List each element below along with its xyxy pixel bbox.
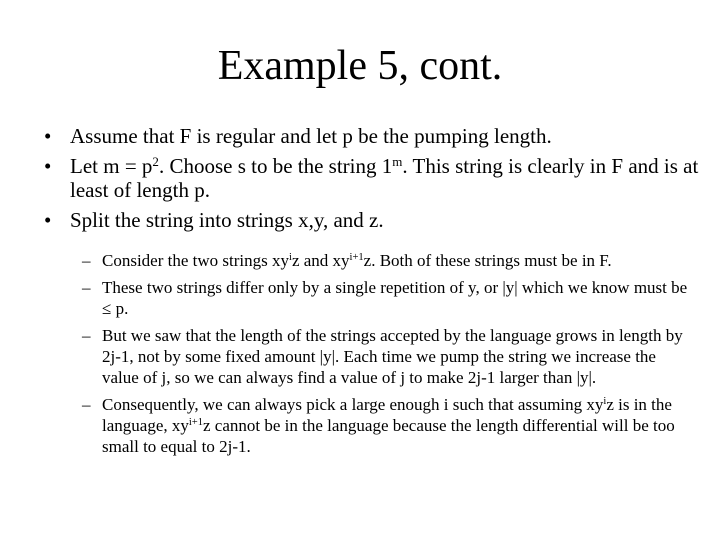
text-part: Consequently, we can always pick a large enough i such that assuming xy	[102, 395, 604, 414]
text-part: . This string is clearly in F and is at least of length p.	[70, 154, 699, 202]
text-part: Consider the two strings xy	[102, 251, 289, 270]
dash-symbol: –	[82, 278, 91, 297]
dash-symbol: –	[82, 326, 91, 345]
sub-bullet-text: These two strings differ only by a single repetition of y, or |y| which we know must be ≤ p.	[102, 278, 688, 318]
bullet-item	[44, 154, 704, 202]
text-part: z and xy	[291, 251, 350, 270]
bullet-symbol: •	[44, 154, 52, 178]
superscript: m	[392, 153, 403, 169]
bullet-item	[44, 124, 704, 148]
superscript: i	[603, 396, 607, 408]
bullet-list	[44, 124, 704, 238]
bullet-text	[70, 154, 698, 202]
slide-title: Example 5, cont.	[217, 43, 503, 89]
sub-bullet-list	[82, 250, 694, 463]
text-part: z is in the language, xy	[102, 395, 672, 435]
superscript: i+1	[349, 252, 364, 264]
text-part: Let m = p	[70, 154, 153, 178]
dash-symbol: –	[82, 395, 91, 414]
superscript: 2	[152, 153, 159, 169]
sub-bullet-text	[102, 251, 612, 270]
sub-bullet-text	[102, 395, 675, 456]
sub-bullet-item	[82, 277, 694, 319]
superscript: i+1	[188, 417, 203, 429]
superscript: i	[289, 252, 292, 264]
text-part: z. Both of these strings must be in F.	[363, 251, 612, 270]
bullet-text: Split the string into strings x,y, and z.	[70, 208, 384, 232]
sub-bullet-item	[82, 325, 694, 388]
bullet-item	[44, 208, 704, 232]
sub-bullet-item	[82, 394, 694, 457]
bullet-symbol: •	[44, 124, 52, 148]
bullet-symbol: •	[44, 208, 52, 232]
dash-symbol: –	[82, 251, 91, 270]
text-part: z cannot be in the language because the length differential will be too small to equal to 2j-1.	[102, 416, 675, 456]
text-part: . Choose s to be the string 1	[158, 154, 393, 178]
sub-bullet-item	[82, 250, 694, 271]
sub-bullet-text: But we saw that the length of the strings accepted by the language grows in length by 2j-1, not by some fixed amount |y|. Each time we pump the string we increase the value of j, so we can always find a value of j to make 2j-1 larger than |y|.	[102, 326, 683, 387]
bullet-text: Assume that F is regular and let p be the pumping length.	[70, 124, 552, 148]
